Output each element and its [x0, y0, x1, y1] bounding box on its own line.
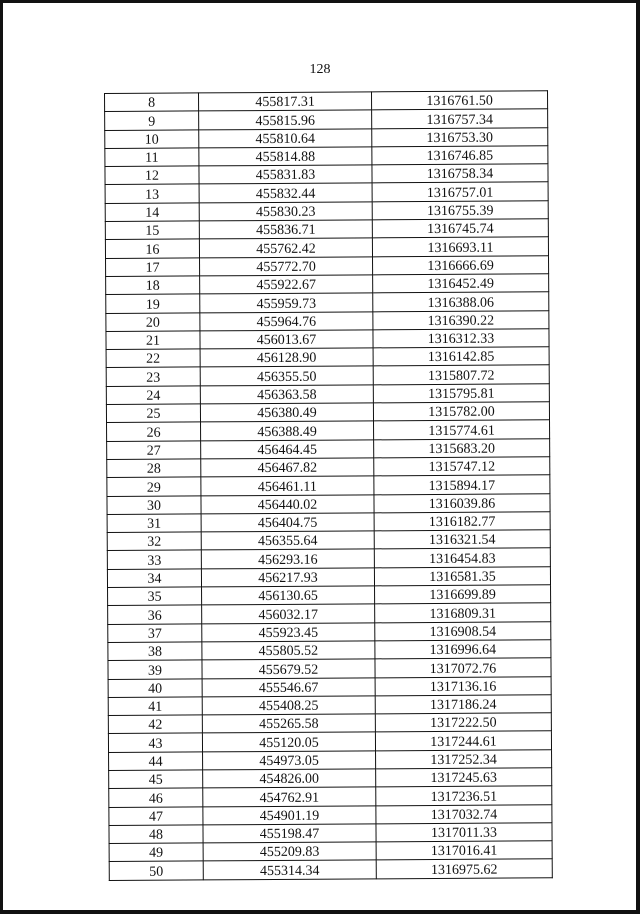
- point-number-cell: 44: [109, 752, 203, 771]
- x-coordinate-cell: 454762.91: [203, 787, 376, 806]
- y-coordinate-cell: 1317011.33: [376, 823, 552, 842]
- x-coordinate-cell: 454973.05: [203, 751, 376, 770]
- point-number-cell: 18: [106, 276, 200, 295]
- y-coordinate-cell: 1317072.76: [375, 658, 551, 677]
- x-coordinate-cell: 455120.05: [202, 732, 375, 751]
- y-coordinate-cell: 1316757.34: [372, 109, 548, 128]
- table-row: [106, 255, 549, 276]
- point-number-cell: 47: [109, 806, 203, 825]
- y-coordinate-cell: 1317032.74: [376, 804, 552, 823]
- table-row: [109, 749, 552, 770]
- page-border-left: [0, 0, 3, 914]
- x-coordinate-cell: 455959.73: [200, 293, 373, 312]
- x-coordinate-cell: 456130.65: [202, 586, 375, 605]
- y-coordinate-cell: 1315795.81: [373, 384, 549, 403]
- table-row: [105, 127, 548, 148]
- x-coordinate-cell: 455922.67: [200, 275, 373, 294]
- table-row: [108, 713, 551, 734]
- table-row: [109, 804, 552, 825]
- y-coordinate-cell: 1316761.50: [371, 91, 547, 110]
- point-number-cell: 8: [105, 93, 199, 112]
- point-number-cell: 40: [108, 678, 202, 697]
- point-number-cell: 33: [107, 550, 201, 569]
- table-row: [105, 164, 548, 185]
- x-coordinate-cell: 456355.64: [201, 531, 374, 550]
- point-number-cell: 26: [107, 422, 201, 441]
- table-row: [108, 640, 551, 661]
- point-number-cell: 9: [105, 111, 199, 130]
- point-number-cell: 39: [108, 660, 202, 679]
- x-coordinate-cell: 456467.82: [201, 458, 374, 477]
- table-row: [107, 493, 550, 514]
- x-coordinate-cell: 455814.88: [199, 147, 372, 166]
- y-coordinate-cell: 1316746.85: [372, 146, 548, 165]
- y-coordinate-cell: 1316996.64: [375, 640, 551, 659]
- point-number-cell: 15: [105, 221, 199, 240]
- table-row: [106, 347, 549, 368]
- y-coordinate-cell: 1316745.74: [372, 219, 548, 238]
- page-border-top: [0, 0, 640, 3]
- y-coordinate-cell: 1316452.49: [373, 274, 549, 293]
- point-number-cell: 46: [109, 788, 203, 807]
- y-coordinate-cell: 1316975.62: [376, 859, 552, 878]
- table-row: [108, 621, 551, 642]
- x-coordinate-cell: 456013.67: [200, 330, 373, 349]
- y-coordinate-cell: 1316755.39: [372, 201, 548, 220]
- table-row: [106, 402, 549, 423]
- x-coordinate-cell: 456293.16: [201, 549, 374, 568]
- x-coordinate-cell: 455209.83: [203, 842, 376, 861]
- y-coordinate-cell: 1316757.01: [372, 182, 548, 201]
- y-coordinate-cell: 1315747.12: [374, 457, 550, 476]
- y-coordinate-cell: 1315774.61: [374, 420, 550, 439]
- table-row: [106, 384, 549, 405]
- table-row: [109, 841, 552, 862]
- point-number-cell: 41: [108, 697, 202, 716]
- table-row: [107, 438, 550, 459]
- point-number-cell: 14: [105, 203, 199, 222]
- table-row: [107, 548, 550, 569]
- x-coordinate-cell: 455314.34: [203, 860, 376, 879]
- y-coordinate-cell: 1316454.83: [374, 548, 550, 567]
- x-coordinate-cell: 455830.23: [199, 202, 372, 221]
- table-row: [109, 786, 552, 807]
- page-border-bottom: [0, 910, 640, 914]
- point-number-cell: 37: [108, 624, 202, 643]
- y-coordinate-cell: 1315683.20: [374, 438, 550, 457]
- x-coordinate-cell: 456128.90: [200, 348, 373, 367]
- x-coordinate-cell: 455836.71: [199, 220, 372, 239]
- table-row: [106, 329, 549, 350]
- point-number-cell: 31: [107, 514, 201, 533]
- table-row: [106, 274, 549, 295]
- y-coordinate-cell: 1316693.11: [372, 237, 548, 256]
- table-row: [105, 182, 548, 203]
- y-coordinate-cell: 1316809.31: [375, 603, 551, 622]
- point-number-cell: 20: [106, 312, 200, 331]
- table-row: [108, 658, 551, 679]
- table-row: [108, 695, 551, 716]
- table-row: [109, 768, 552, 789]
- y-coordinate-cell: 1316321.54: [374, 530, 550, 549]
- x-coordinate-cell: 455546.67: [202, 677, 375, 696]
- table-row: [107, 530, 550, 551]
- y-coordinate-cell: 1315894.17: [374, 475, 550, 494]
- x-coordinate-cell: 455815.96: [199, 110, 372, 129]
- y-coordinate-cell: 1316753.30: [372, 127, 548, 146]
- point-number-cell: 23: [106, 367, 200, 386]
- table-row: [105, 201, 548, 222]
- table-row: [108, 731, 551, 752]
- x-coordinate-cell: 455810.64: [199, 128, 372, 147]
- point-number-cell: 43: [108, 733, 202, 752]
- y-coordinate-cell: 1316312.33: [373, 329, 549, 348]
- x-coordinate-cell: 454901.19: [203, 805, 376, 824]
- x-coordinate-cell: 456380.49: [200, 403, 373, 422]
- y-coordinate-cell: 1316039.86: [374, 493, 550, 512]
- x-coordinate-cell: 456404.75: [201, 513, 374, 532]
- point-number-cell: 38: [108, 642, 202, 661]
- x-coordinate-cell: 456032.17: [202, 604, 375, 623]
- point-number-cell: 21: [106, 331, 200, 350]
- point-number-cell: 50: [109, 861, 203, 880]
- point-number-cell: 11: [105, 148, 199, 167]
- x-coordinate-cell: 455831.83: [199, 165, 372, 184]
- x-coordinate-cell: 456355.50: [200, 366, 373, 385]
- coordinates-table: [104, 90, 553, 880]
- y-coordinate-cell: 1316666.69: [373, 255, 549, 274]
- x-coordinate-cell: 455198.47: [203, 824, 376, 843]
- x-coordinate-cell: 456388.49: [201, 421, 374, 440]
- x-coordinate-cell: 456440.02: [201, 494, 374, 513]
- point-number-cell: 27: [107, 441, 201, 460]
- y-coordinate-cell: 1316581.35: [374, 567, 550, 586]
- x-coordinate-cell: 454826.00: [203, 769, 376, 788]
- x-coordinate-cell: 455408.25: [202, 696, 375, 715]
- x-coordinate-cell: 455265.58: [202, 714, 375, 733]
- point-number-cell: 13: [105, 184, 199, 203]
- point-number-cell: 42: [108, 715, 202, 734]
- page-border-right: [636, 0, 640, 914]
- x-coordinate-cell: 456461.11: [201, 476, 374, 495]
- point-number-cell: 25: [106, 404, 200, 423]
- table-row: [106, 292, 549, 313]
- table-row: [105, 237, 548, 258]
- table-row: [107, 512, 550, 533]
- point-number-cell: 30: [107, 495, 201, 514]
- x-coordinate-cell: 455679.52: [202, 659, 375, 678]
- point-number-cell: 16: [105, 239, 199, 258]
- x-coordinate-cell: 455817.31: [199, 92, 372, 111]
- table-row: [109, 859, 552, 880]
- table-row: [108, 603, 551, 624]
- y-coordinate-cell: 1316908.54: [375, 621, 551, 640]
- point-number-cell: 49: [109, 843, 203, 862]
- x-coordinate-cell: 455772.70: [200, 257, 373, 276]
- y-coordinate-cell: 1317186.24: [375, 695, 551, 714]
- y-coordinate-cell: 1317236.51: [376, 786, 552, 805]
- point-number-cell: 19: [106, 294, 200, 313]
- table-row: [109, 823, 552, 844]
- point-number-cell: 17: [106, 258, 200, 277]
- y-coordinate-cell: 1317244.61: [375, 731, 551, 750]
- x-coordinate-cell: 455923.45: [202, 622, 375, 641]
- point-number-cell: 29: [107, 477, 201, 496]
- y-coordinate-cell: 1317222.50: [375, 713, 551, 732]
- y-coordinate-cell: 1317245.63: [376, 768, 552, 787]
- x-coordinate-cell: 456464.45: [201, 440, 374, 459]
- x-coordinate-cell: 455762.42: [199, 238, 372, 257]
- table-row: [108, 585, 551, 606]
- x-coordinate-cell: 456363.58: [200, 385, 373, 404]
- point-number-cell: 36: [108, 605, 202, 624]
- x-coordinate-cell: 455964.76: [200, 311, 373, 330]
- point-number-cell: 45: [109, 770, 203, 789]
- x-coordinate-cell: 455832.44: [199, 183, 372, 202]
- y-coordinate-cell: 1317252.34: [376, 749, 552, 768]
- y-coordinate-cell: 1316390.22: [373, 310, 549, 329]
- y-coordinate-cell: 1316142.85: [373, 347, 549, 366]
- coordinates-table-body: [105, 91, 553, 880]
- page-number: 128: [309, 62, 331, 77]
- table-row: [105, 91, 548, 112]
- y-coordinate-cell: 1316758.34: [372, 164, 548, 183]
- x-coordinate-cell: 455805.52: [202, 641, 375, 660]
- x-coordinate-cell: 456217.93: [201, 568, 374, 587]
- table-row: [105, 219, 548, 240]
- point-number-cell: 28: [107, 459, 201, 478]
- point-number-cell: 48: [109, 825, 203, 844]
- point-number-cell: 32: [107, 532, 201, 551]
- y-coordinate-cell: 1317136.16: [375, 676, 551, 695]
- table-row: [107, 567, 550, 588]
- point-number-cell: 12: [105, 166, 199, 185]
- table-row: [108, 676, 551, 697]
- point-number-cell: 34: [107, 569, 201, 588]
- y-coordinate-cell: 1316699.89: [375, 585, 551, 604]
- table-row: [106, 365, 549, 386]
- point-number-cell: 10: [105, 130, 199, 149]
- y-coordinate-cell: 1317016.41: [376, 841, 552, 860]
- y-coordinate-cell: 1316182.77: [374, 512, 550, 531]
- point-number-cell: 24: [106, 386, 200, 405]
- y-coordinate-cell: 1315807.72: [373, 365, 549, 384]
- y-coordinate-cell: 1315782.00: [373, 402, 549, 421]
- table-row: [107, 457, 550, 478]
- table-row: [105, 109, 548, 130]
- table-row: [107, 475, 550, 496]
- table-row: [105, 146, 548, 167]
- table-row: [106, 310, 549, 331]
- table-row: [107, 420, 550, 441]
- point-number-cell: 22: [106, 349, 200, 368]
- point-number-cell: 35: [108, 587, 202, 606]
- y-coordinate-cell: 1316388.06: [373, 292, 549, 311]
